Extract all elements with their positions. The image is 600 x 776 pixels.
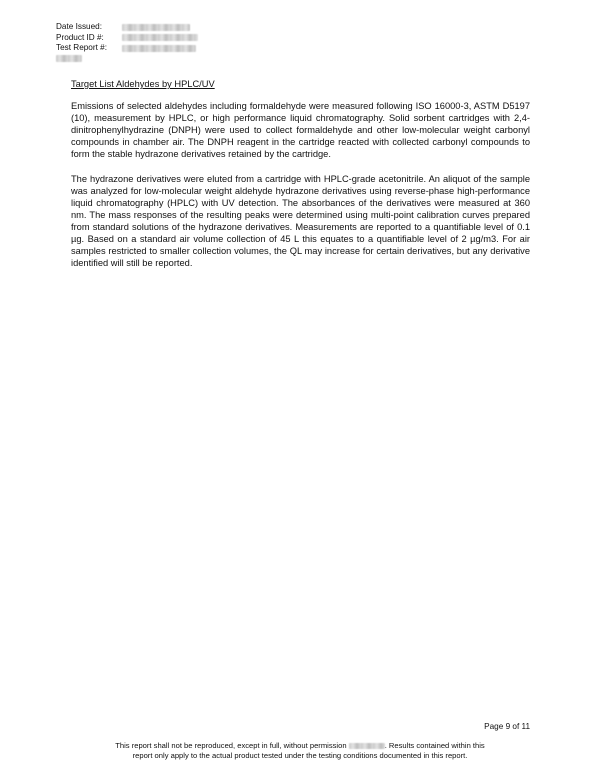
method-paragraph-2: The hydrazone derivatives were eluted from a cartridge with HPLC-grade acetonitrile. An aliquot of the sample was analyzed for low-molecular weight aldehyde hydrazone derivatives using reverse-phase high-performance liquid chromatography (HPLC) with UV detection. The absorbances of the derivatives were measured at 360 nm. The mass responses of the resulting peaks were determined using multi-point calibration curves prepared from standard solutions of the hydrazone derivatives. Measurements are reported to a quantifiable level of 0.1 µg. Based on a standard air volume collection of 45 L this equates to a quantifiable level of 2 µg/m3. For air samples restricted to smaller collection volumes, the QL may increase for certain derivatives, but any derivative identified will still be reported.: [71, 173, 530, 269]
test-report-continued-row: [56, 54, 198, 65]
test-report-label: Test Report #:: [56, 43, 107, 52]
report-footer: [60, 741, 540, 761]
footer-line-1-start: This report shall not be reproduced, except in full, without permission: [115, 741, 347, 750]
report-header: [56, 22, 198, 64]
test-report-redacted-value-continued: [56, 55, 82, 62]
date-issued-redacted-value: [122, 24, 190, 31]
date-issued-label: Date Issued:: [56, 22, 102, 31]
test-report-redacted-value: [122, 45, 196, 52]
footer-redacted-company: [349, 743, 385, 749]
footer-line-1-end: . Results contained within this: [384, 741, 485, 750]
method-paragraph-1: Emissions of selected aldehydes including formaldehyde were measured following ISO 16000-3, ASTM D5197 (10), measurement by HPLC, or high performance liquid chromatography. Solid sorbent cartridges with 2,4-dinitrophenylhydrazine (DNPH) were used to collect formaldehyde and other low-molecular weight carbonyl compounds in chamber air. The DNPH reagent in the cartridge reacted with collected carbonyl compounds to form the stable hydrazone derivatives retained by the cartridge.: [71, 101, 530, 160]
section-title: Target List Aldehydes by HPLC/UV: [71, 79, 215, 89]
footer-line-2: report only apply to the actual product tested under the testing conditions documented in this report.: [132, 751, 468, 760]
product-id-row: [56, 33, 198, 44]
product-id-label: Product ID #:: [56, 32, 104, 42]
test-report-row: [56, 43, 198, 54]
page-number: Page 9 of 11: [484, 722, 530, 731]
product-id-redacted-value: [122, 34, 198, 41]
footer-line-1: [60, 741, 540, 751]
report-body: [71, 78, 530, 281]
date-issued-row: [56, 22, 198, 33]
